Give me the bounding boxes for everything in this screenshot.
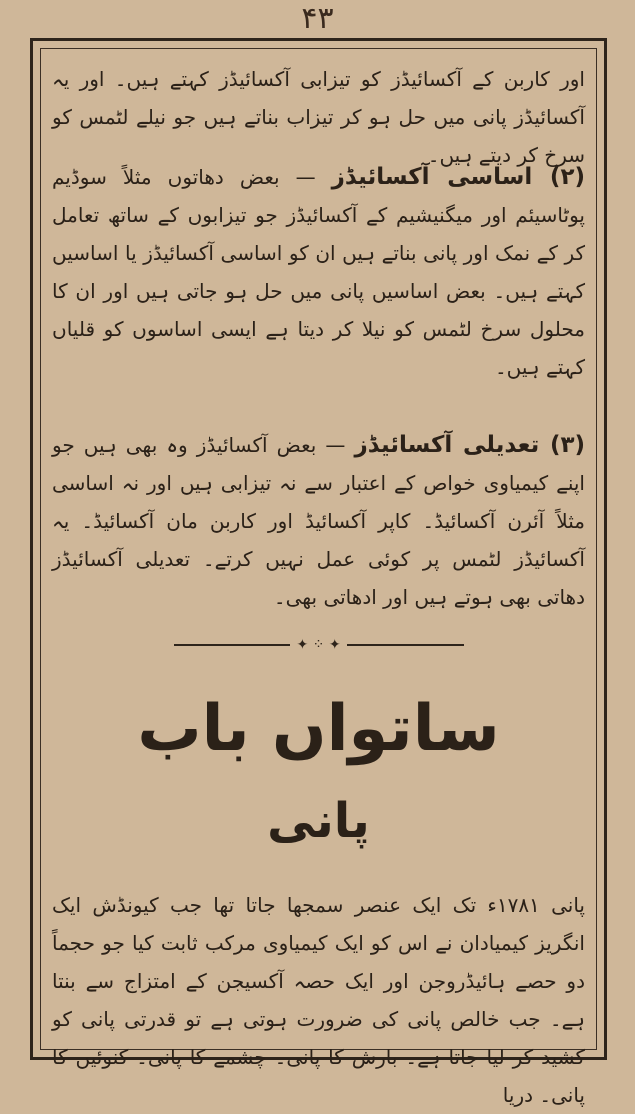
paragraph-text: — بعض دھاتوں مثلاً سوڈیم پوٹاسیئم اور میگنیشیم کے آکسائیڈز جو تیزابوں کے ساتھ تعامل کر کے نمک اور پانی بناتے ہیں ان کو اساسی آکسائیڈز یا اساسیں کہتے ہیں۔ بعض اساسیں پانی میں حل ہو جاتی ہیں اور ان کا محلول سرخ لٹمس کو نیلا کر دیتا ہے ایسی اساسوں کو قلیاں کہتے ہیں۔ <box>52 165 585 379</box>
chapter-title: ساتواں باب <box>137 692 500 766</box>
paragraph-text: اور کاربن کے آکسائیڈز کو تیزابی آکسائیڈز کہتے ہیں۔ اور یہ آکسائیڈز پانی میں حل ہو کر تیزاب بناتے ہیں جو نیلے لٹمس کو سرخ کر دیتے ہیں۔ <box>52 67 585 167</box>
section-heading-basic-oxides: (۲) اساسی آکسائیڈز <box>331 164 586 190</box>
ornament-icon: ✦ ⁘ ✦ <box>296 637 341 653</box>
paragraph-neutral-oxides <box>52 426 585 616</box>
paragraph-text: پانی ۱۷۸۱ء تک ایک عنصر سمجھا جاتا تھا جب کیونڈش ایک انگریز کیمیادان نے اس کو ایک کیمیاوی مرکب ثابت کیا جو حجماً دو حصے ہائیڈروجن اور ایک حصہ آکسیجن کے امتزاج سے بنتا ہے۔ جب خالص پانی کی ضرورت ہوتی ہے تو قدرتی پانی کو کشید کر لیا جاتا ہے۔ بارش کا پانی۔ چشمے کا پانی۔ کنوئیں کا پانی۔ دریا <box>52 893 585 1107</box>
paragraph-acidic-oxides <box>52 60 585 167</box>
section-heading-neutral-oxides: (۳) تعدیلی آکسائیڈز <box>354 432 586 458</box>
ornament-divider <box>174 636 464 654</box>
divider-line-left <box>347 644 464 646</box>
page-number: ۴۳ <box>301 1 334 36</box>
page-content <box>52 60 586 1107</box>
paragraph-basic-oxides <box>52 158 585 420</box>
divider-line-right <box>174 644 291 646</box>
chapter-subtitle: پانی <box>267 793 370 849</box>
paragraph-text: — بعض آکسائیڈز وہ بھی ہیں جو اپنے کیمیاوی خواص کے اعتبار سے نہ تیزابی ہیں اور نہ اساسی مثلاً آئرن آکسائیڈ۔ کاپر آکسائیڈ اور کاربن مان آکسائیڈ۔ یہ آکسائیڈز لٹمس پر کوئی عمل نہیں کرتے۔ تعدیلی آکسائیڈز دھاتی بھی ہوتے ہیں اور ادھاتی بھی۔ <box>52 433 585 609</box>
